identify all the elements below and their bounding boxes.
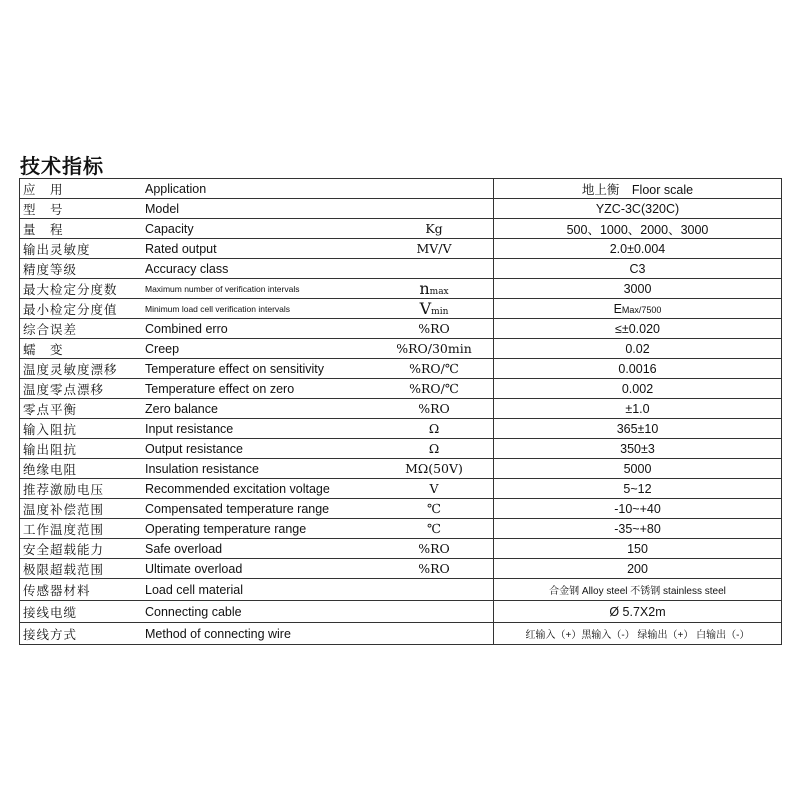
row-unit — [375, 623, 494, 645]
row-unit: Ω — [375, 439, 494, 459]
row-en-label: Capacity — [143, 219, 375, 239]
row-unit: Kg — [375, 219, 494, 239]
row-unit: ℃ — [375, 499, 494, 519]
row-unit — [375, 299, 494, 319]
row-en-label: Recommended excitation voltage — [143, 479, 375, 499]
table-row — [20, 539, 782, 559]
table-row — [20, 279, 782, 299]
value-sub: Max/7500 — [621, 304, 662, 315]
row-cn-label: 输出阻抗 — [20, 439, 144, 459]
row-value: Ø 5.7X2m — [494, 601, 782, 623]
row-value — [494, 299, 782, 319]
row-value: 150 — [494, 539, 782, 559]
row-unit — [375, 601, 494, 623]
unit-main: n — [419, 279, 430, 298]
row-en-label: Input resistance — [143, 419, 375, 439]
row-unit: MV/V — [375, 239, 494, 259]
row-cn-label: 型 号 — [20, 199, 144, 219]
row-value: 5000 — [494, 459, 782, 479]
row-cn-label: 输入阻抗 — [20, 419, 144, 439]
row-unit: %RO/30min — [375, 339, 494, 359]
row-en-label: Output resistance — [143, 439, 375, 459]
row-cn-label: 精度等级 — [20, 259, 144, 279]
spec-table — [19, 178, 782, 645]
row-cn-label: 零点平衡 — [20, 399, 144, 419]
row-cn-label: 接线电缆 — [20, 601, 144, 623]
row-en-label: Connecting cable — [143, 601, 375, 623]
row-cn-label: 工作温度范围 — [20, 519, 144, 539]
row-en-label: Safe overload — [143, 539, 375, 559]
row-en-label: Temperature effect on zero — [143, 379, 375, 399]
row-value: C3 — [494, 259, 782, 279]
row-en-label: Application — [143, 179, 375, 199]
row-value: 3000 — [494, 279, 782, 299]
row-unit — [375, 579, 494, 601]
row-value: ≤±0.020 — [494, 319, 782, 339]
row-en-label: Compensated temperature range — [143, 499, 375, 519]
row-en-label: Temperature effect on sensitivity — [143, 359, 375, 379]
row-cn-label: 最小检定分度值 — [20, 299, 144, 319]
table-row — [20, 199, 782, 219]
row-unit — [375, 279, 494, 299]
table-row — [20, 479, 782, 499]
row-value: 0.02 — [494, 339, 782, 359]
row-en-label: Accuracy class — [143, 259, 375, 279]
row-value: 5~12 — [494, 479, 782, 499]
row-unit — [375, 259, 494, 279]
row-unit: Ω — [375, 419, 494, 439]
value-main: E — [613, 301, 622, 316]
table-row — [20, 579, 782, 601]
row-value: YZC-3C(320C) — [494, 199, 782, 219]
row-en-label: Operating temperature range — [143, 519, 375, 539]
row-unit: %RO/℃ — [375, 359, 494, 379]
row-value: -10~+40 — [494, 499, 782, 519]
row-unit: ℃ — [375, 519, 494, 539]
unit-main: V — [419, 299, 432, 318]
row-cn-label: 安全超载能力 — [20, 539, 144, 559]
row-cn-label: 温度补偿范围 — [20, 499, 144, 519]
table-row — [20, 623, 782, 645]
table-row — [20, 399, 782, 419]
row-cn-label: 绝缘电阻 — [20, 459, 144, 479]
row-cn-label: 量 程 — [20, 219, 144, 239]
row-cn-label: 接线方式 — [20, 623, 144, 645]
unit-sub: min — [431, 307, 449, 317]
row-unit — [375, 179, 494, 199]
row-en-label: Model — [143, 199, 375, 219]
row-value: 365±10 — [494, 419, 782, 439]
row-unit — [375, 199, 494, 219]
table-row — [20, 519, 782, 539]
table-row — [20, 439, 782, 459]
row-en-label: Rated output — [143, 239, 375, 259]
table-row — [20, 419, 782, 439]
row-en-label: Insulation resistance — [143, 459, 375, 479]
row-unit: %RO/℃ — [375, 379, 494, 399]
row-cn-label: 温度灵敏度漂移 — [20, 359, 144, 379]
row-en-label: Minimum load cell verification intervals — [143, 299, 375, 319]
row-cn-label: 输出灵敏度 — [20, 239, 144, 259]
row-en-label: Ultimate overload — [143, 559, 375, 579]
table-row — [20, 339, 782, 359]
table-row — [20, 459, 782, 479]
row-cn-label: 综合误差 — [20, 319, 144, 339]
row-unit: %RO — [375, 319, 494, 339]
page-title: 技术指标 — [20, 154, 104, 178]
table-row — [20, 379, 782, 399]
row-en-label: Method of connecting wire — [143, 623, 375, 645]
row-cn-label: 最大检定分度数 — [20, 279, 144, 299]
unit-sub: max — [429, 287, 449, 297]
row-unit: MΩ(50V) — [375, 459, 494, 479]
row-value: -35~+80 — [494, 519, 782, 539]
row-en-label: Load cell material — [143, 579, 375, 601]
row-value: ±1.0 — [494, 399, 782, 419]
row-unit: %RO — [375, 559, 494, 579]
table-row — [20, 601, 782, 623]
row-cn-label: 应 用 — [20, 179, 144, 199]
row-en-label: Creep — [143, 339, 375, 359]
row-cn-label: 温度零点漂移 — [20, 379, 144, 399]
row-value: 地上衡 Floor scale — [494, 179, 782, 199]
row-value: 2.0±0.004 — [494, 239, 782, 259]
row-cn-label: 蠕 变 — [20, 339, 144, 359]
row-unit: V — [375, 479, 494, 499]
row-en-label: Combined erro — [143, 319, 375, 339]
row-en-label: Maximum number of verification intervals — [143, 279, 375, 299]
row-unit: %RO — [375, 539, 494, 559]
table-row — [20, 319, 782, 339]
table-row — [20, 259, 782, 279]
row-value: 0.002 — [494, 379, 782, 399]
row-value: 0.0016 — [494, 359, 782, 379]
table-row — [20, 179, 782, 199]
row-value: 350±3 — [494, 439, 782, 459]
table-row — [20, 559, 782, 579]
row-value: 200 — [494, 559, 782, 579]
table-row — [20, 359, 782, 379]
table-row — [20, 499, 782, 519]
row-cn-label: 推荐激励电压 — [20, 479, 144, 499]
row-value: 500、1000、2000、3000 — [494, 219, 782, 239]
row-cn-label: 传感器材料 — [20, 579, 144, 601]
table-row — [20, 299, 782, 319]
row-en-label: Zero balance — [143, 399, 375, 419]
row-unit: %RO — [375, 399, 494, 419]
row-cn-label: 极限超载范围 — [20, 559, 144, 579]
table-row — [20, 219, 782, 239]
table-row — [20, 239, 782, 259]
row-value: 合金钢 Alloy steel 不锈钢 stainless steel — [494, 579, 782, 601]
row-value: 红输入（+）黑输入（-） 绿输出（+） 白输出（-） — [494, 623, 782, 645]
